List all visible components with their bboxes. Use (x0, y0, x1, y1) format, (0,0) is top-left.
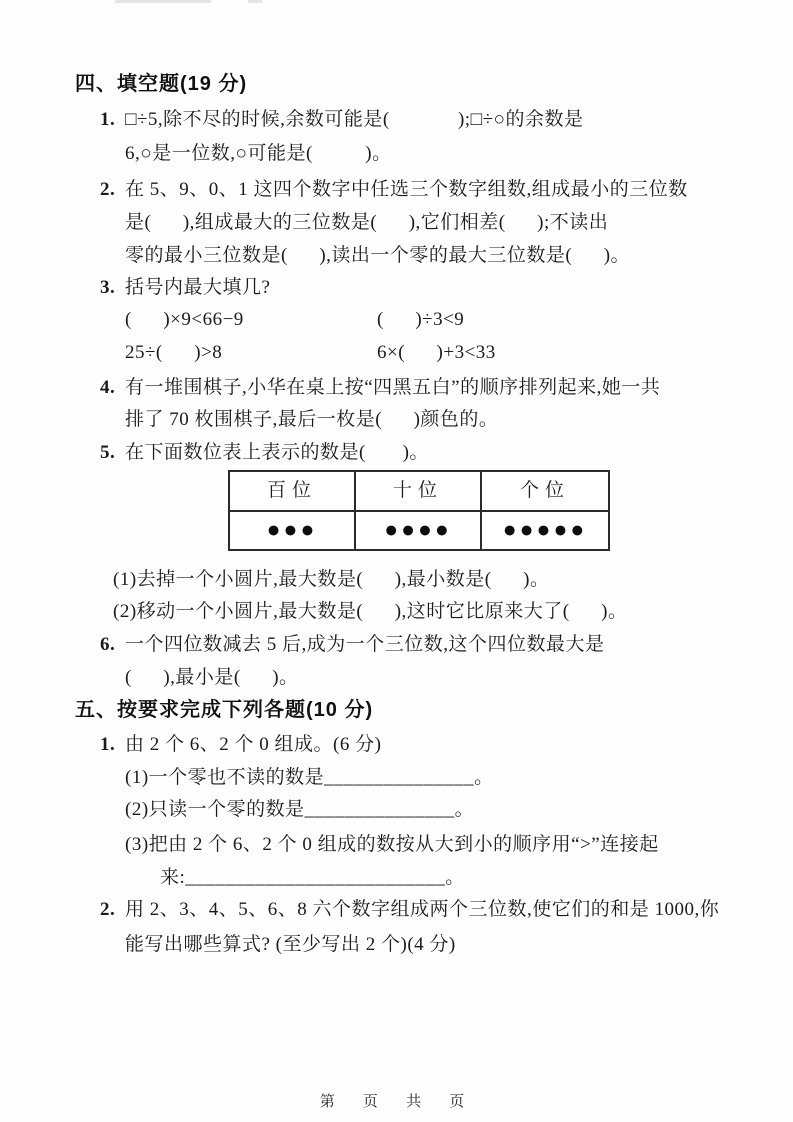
expression-1: ( )×9<66−9 (125, 309, 244, 330)
question-6-text: 一个四位数减去 5 后,成为一个三位数,这个四位数最大是 (125, 634, 605, 655)
page-footer: 第 页 共 页 (319, 1093, 474, 1110)
tasks-q1-text: 由 2 个 6、2 个 0 组成。(6 分) (125, 734, 382, 755)
table-dots-ones: ●●●●● (502, 517, 588, 542)
tasks-q1-sub-3-line-2: 来:__________________________。 (160, 867, 465, 888)
question-4-number: 4. (100, 377, 116, 398)
tasks-q1-sub-3-line-1: (3)把由 2 个 6、2 个 0 组成的数按从大到小的顺序用“>”连接起 (125, 834, 659, 855)
question-4-line-2: 排了 70 枚围棋子,最后一枚是( )颜色的。 (125, 409, 499, 430)
question-3-number: 3. (100, 277, 116, 298)
question-2-number: 2. (100, 179, 116, 200)
question-4-text: 有一堆围棋子,小华在桌上按“四黑五白”的顺序排列起来,她一共 (125, 377, 661, 398)
place-value-table (228, 470, 610, 551)
question-1-line-2: 6,○是一位数,○可能是( )。 (125, 143, 392, 164)
question-1-number: 1. (100, 109, 116, 130)
question-2-text: 在 5、9、0、1 这四个数字中任选三个数字组数,组成最小的三位数 (125, 179, 688, 200)
expression-4: 6×( )+3<33 (377, 342, 496, 363)
question-2-line-1 (100, 176, 688, 204)
question-3-line-1 (100, 274, 270, 302)
question-4-line-1 (100, 374, 660, 402)
question-2-line-2: 是( ),组成最大的三位数是( ),它们相差( );不读出 (125, 212, 609, 233)
question-5-text: 在下面数位表上表示的数是( )。 (125, 442, 429, 463)
question-5-sub-2: (2)移动一个小圆片,最大数是( ),这时它比原来大了( )。 (113, 601, 628, 622)
tasks-q2-line-2: 能写出哪些算式? (至少写出 2 个)(4 分) (125, 934, 456, 955)
question-6-line-1 (100, 631, 605, 659)
scan-artifact-small (248, 0, 262, 3)
question-3-expr-row-2 (125, 339, 496, 367)
question-3-expr-row-1 (125, 306, 464, 334)
question-1-text: □÷5,除不尽的时候,余数可能是( );□÷○的余数是 (125, 109, 584, 130)
question-1-line-1 (100, 106, 583, 134)
tasks-q1-number: 1. (100, 734, 116, 755)
expression-3: 25÷( )>8 (125, 342, 223, 363)
table-dots-tens: ●●●● (356, 512, 482, 549)
tasks-q1-line-1 (100, 731, 381, 759)
section-fill-title: 四、填空题(19 分) (75, 73, 248, 95)
tasks-q2-number: 2. (100, 899, 116, 920)
question-5-number: 5. (100, 442, 116, 463)
question-5-sub-1: (1)去掉一个小圆片,最大数是( ),最小数是( )。 (113, 569, 550, 590)
tasks-q1-sub-1: (1)一个零也不读的数是_______________。 (125, 767, 494, 788)
expression-2: ( )÷3<9 (377, 309, 465, 330)
question-6-line-2: ( ),最小是( )。 (125, 667, 299, 688)
question-6-number: 6. (100, 634, 116, 655)
question-3-prompt: 括号内最大填几? (125, 277, 271, 298)
table-header-tens: 十位 (356, 472, 482, 512)
section-tasks-title: 五、按要求完成下列各题(10 分) (75, 699, 374, 721)
question-5-line-1 (100, 439, 429, 467)
question-2-line-3: 零的最小三位数是( ),读出一个零的最大三位数是( )。 (125, 245, 631, 266)
scan-artifact (115, 0, 211, 3)
table-header-hundreds: 百位 (230, 472, 356, 512)
table-dots-hundreds: ●●● (230, 512, 356, 549)
tasks-q1-sub-2: (2)只读一个零的数是_______________。 (125, 799, 475, 820)
table-header-ones: 个位 (482, 472, 608, 512)
tasks-q2-text: 用 2、3、4、5、6、8 六个数字组成两个三位数,使它们的和是 1000,你 (125, 899, 720, 920)
tasks-q2-line-1 (100, 896, 719, 924)
